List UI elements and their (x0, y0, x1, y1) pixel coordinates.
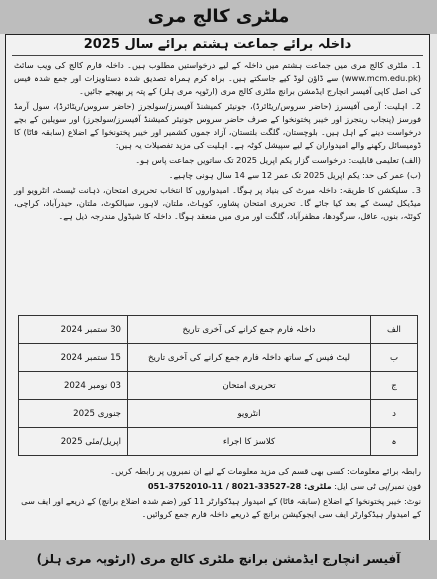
row-event: انٹرویو (128, 400, 371, 428)
paragraph-2: 2۔ اہلیت: آرمی آفیسرز (حاضر سروس/ریٹائرڈ)، جونیئر کمیشنڈ آفیسرز/سولجرز (حاضر سروس/ریٹائرڈ)، سول آرمڈ فورسز (پنجاب رینجرز اور خیبر پختونخوا کے صرف حاضر سروس جونیئر کمیشنڈ آفیسرز/سولجرز) اور سویلین کے بچے درخواست دینے کے اہل ہیں۔ بلوچستان، گلگت بلتستان، آزاد جموں کشمیر اور خیبر پختونخوا کے اضلاع (سابقہ فاٹا) کا ڈومیسائل رکھنے والے امیدواران کے لیے سپیشل کوٹہ ہے۔ اہلیت کی مزید تفصیلات یہ ہیں: (14, 101, 421, 150)
table-row (19, 316, 418, 344)
contact-section (14, 465, 421, 523)
footer-text: آفیسر انچارج ایڈمشن برانچ ملٹری کالج مری (ارٹوپہ مری ہلز) (36, 552, 401, 566)
body-text (14, 59, 421, 225)
college-title: ملٹری کالج مری (147, 6, 290, 27)
contact-intro: رابطہ برائے معلومات: کسی بھی قسم کی مزید معلومات کے لیے ان نمبروں پر رابطہ کریں۔ (110, 466, 421, 476)
phone-numbers: 051-3752010-11 / ملٹری: 28-33527-8021 (147, 481, 332, 491)
contact-note: نوٹ: خیبر پختونخوا کے اضلاع (سابقہ فاٹا) کے امیدوار ہیڈکوارٹر 11 کور (ضم شدہ اضلاع برانچ) کے ذریعے اور ایف سی کے امیدوار ہیڈکوارٹر ایف سی ایجوکیشن برانچ کے ذریعے داخلہ فارم جمع کروائیں۔ (21, 496, 421, 519)
row-date: 03 نومبر 2024 (19, 372, 128, 400)
row-letter: ب (371, 344, 418, 372)
row-date: 30 ستمبر 2024 (19, 316, 128, 344)
row-letter: الف (371, 316, 418, 344)
paragraph-1: 1۔ ملٹری کالج مری میں جماعت ہشتم میں داخلہ کے لیے درخواستیں مطلوب ہیں۔ داخلہ فارم کالج کی ویب سائٹ (www.mcm.edu.pk) سے ڈاؤن لوڈ کیے جاسکتے ہیں۔ براہ کرم ہمراہ تصدیق شدہ دستاویزات اور جمع شدہ فیس کی اصل کاپی آفیسر انچارج ایڈمشن برانچ ملٹری کالج مری (ارٹوپہ مری ہلز) کے پتہ پر بھیجے جائیں۔ (14, 60, 421, 96)
row-date: جنوری 2025 (19, 400, 128, 428)
row-event: لیٹ فیس کے ساتھ داخلہ فارم جمع کرانے کی آخری تاریخ (128, 344, 371, 372)
row-event: داخلہ فارم جمع کرانے کی آخری تاریخ (128, 316, 371, 344)
schedule-table (18, 315, 418, 456)
row-date: اپریل/مئی 2025 (19, 428, 128, 456)
row-letter: د (371, 400, 418, 428)
subheading-rule (12, 55, 423, 56)
row-letter: ہ (371, 428, 418, 456)
content-frame (5, 34, 430, 573)
paragraph-2b: (ب) عمر کی حد: یکم اپریل 2025 تک عمر 12 سے 14 سال ہونی چاہیے۔ (168, 170, 421, 180)
row-event: تحریری امتحان (128, 372, 371, 400)
row-letter: ج (371, 372, 418, 400)
paragraph-3: 3۔ سلیکشن کا طریقہ: داخلہ میرٹ کی بنیاد پر ہوگا۔ امیدواروں کا انتخاب تحریری امتحان، ذہانت ٹیسٹ، انٹرویو اور میڈیکل ٹیسٹ کے بعد کیا جائے گا۔ تحریری امتحان پشاور، کوہاٹ، ملتان، لاہور، سیالکوٹ، ملتان، حیدرآباد، کراچی، کوئٹہ، بنوں، عاقل، سرگودھا، مظفرآباد، گلگت اور مری میں منعقد ہوگا۔ داخلہ کا شیڈول مندرجہ ذیل ہے۔ (14, 185, 421, 221)
row-date: 15 ستمبر 2024 (19, 344, 128, 372)
row-event: کلاسز کا اجراء (128, 428, 371, 456)
admission-subheading: داخلہ برائے جماعت ہشتم برائے سال 2025 (83, 37, 352, 52)
paragraph-2a: (الف) تعلیمی قابلیت: درخواست گزار یکم اپریل 2025 تک ساتویں جماعت پاس ہو۔ (135, 155, 421, 165)
table-row (19, 344, 418, 372)
contact-phones-line (14, 480, 421, 493)
table-row (19, 372, 418, 400)
table-row (19, 400, 418, 428)
footer-bar (0, 540, 437, 579)
header-bar (0, 0, 437, 34)
phones-label: فون نمبر/پی ٹی سی ایل: (334, 481, 421, 491)
table-row (19, 428, 418, 456)
